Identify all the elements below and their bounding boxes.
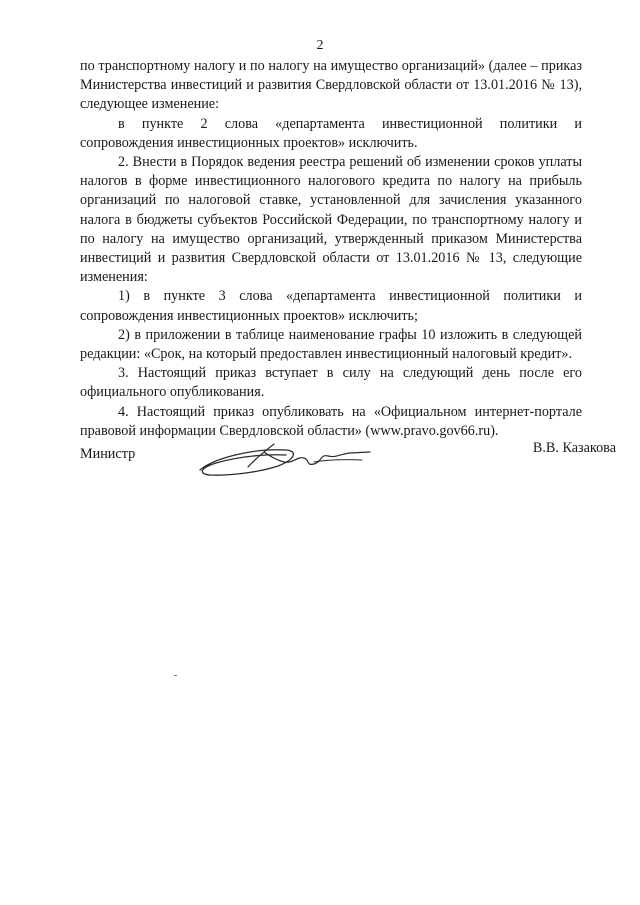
paragraph-intro-continuation: по транспортному налогу и по налогу на имущество организаций» (далее – приказ Министерства инвестиций и развития Свердловской области от 13.01.2016 № 13), следующее изменение: bbox=[80, 58, 582, 113]
signer-title: Министр bbox=[80, 446, 136, 462]
paragraph-item-4: 4. Настоящий приказ опубликовать на «Официальном интернет-портале правовой информации Свердловской области» (www.pravo.gov66.ru). bbox=[80, 403, 582, 439]
handwritten-signature bbox=[194, 440, 374, 480]
paragraph-subitem-1: 1) в пункте 3 слова «департамента инвестиционной политики и сопровождения инвестиционных проектов» исключить; bbox=[80, 288, 582, 324]
paragraph-item-3: 3. Настоящий приказ вступает в силу на следующий день после его официального опубликования. bbox=[80, 365, 582, 401]
document-body bbox=[80, 57, 582, 441]
paragraph-point-2-change: в пункте 2 слова «департамента инвестиционной политики и сопровождения инвестиционных проектов» исключить. bbox=[80, 115, 582, 151]
signer-name: В.В. Казакова bbox=[532, 440, 616, 456]
page-number: 2 bbox=[316, 38, 324, 53]
paragraph-item-2: 2. Внести в Порядок ведения реестра решений об изменении сроков уплаты налогов в форме инвестиционного налогового кредита по налогу на прибыль организаций по налоговой ставке, установленной для зачисления указанного налога в бюджеты субъектов Российской Федерации, по транспортному налогу и по налогу на имущество организаций, утвержденный приказом Министерства инвестиций и развития Свердловской области от 13.01.2016 № 13, следующие изменения: bbox=[80, 154, 582, 286]
signature-block bbox=[80, 440, 620, 480]
scan-speck bbox=[174, 675, 177, 676]
paragraph-subitem-2: 2) в приложении в таблице наименование графы 10 изложить в следующей редакции: «Срок, на который предоставлен инвестиционный налоговый кредит». bbox=[80, 326, 582, 363]
